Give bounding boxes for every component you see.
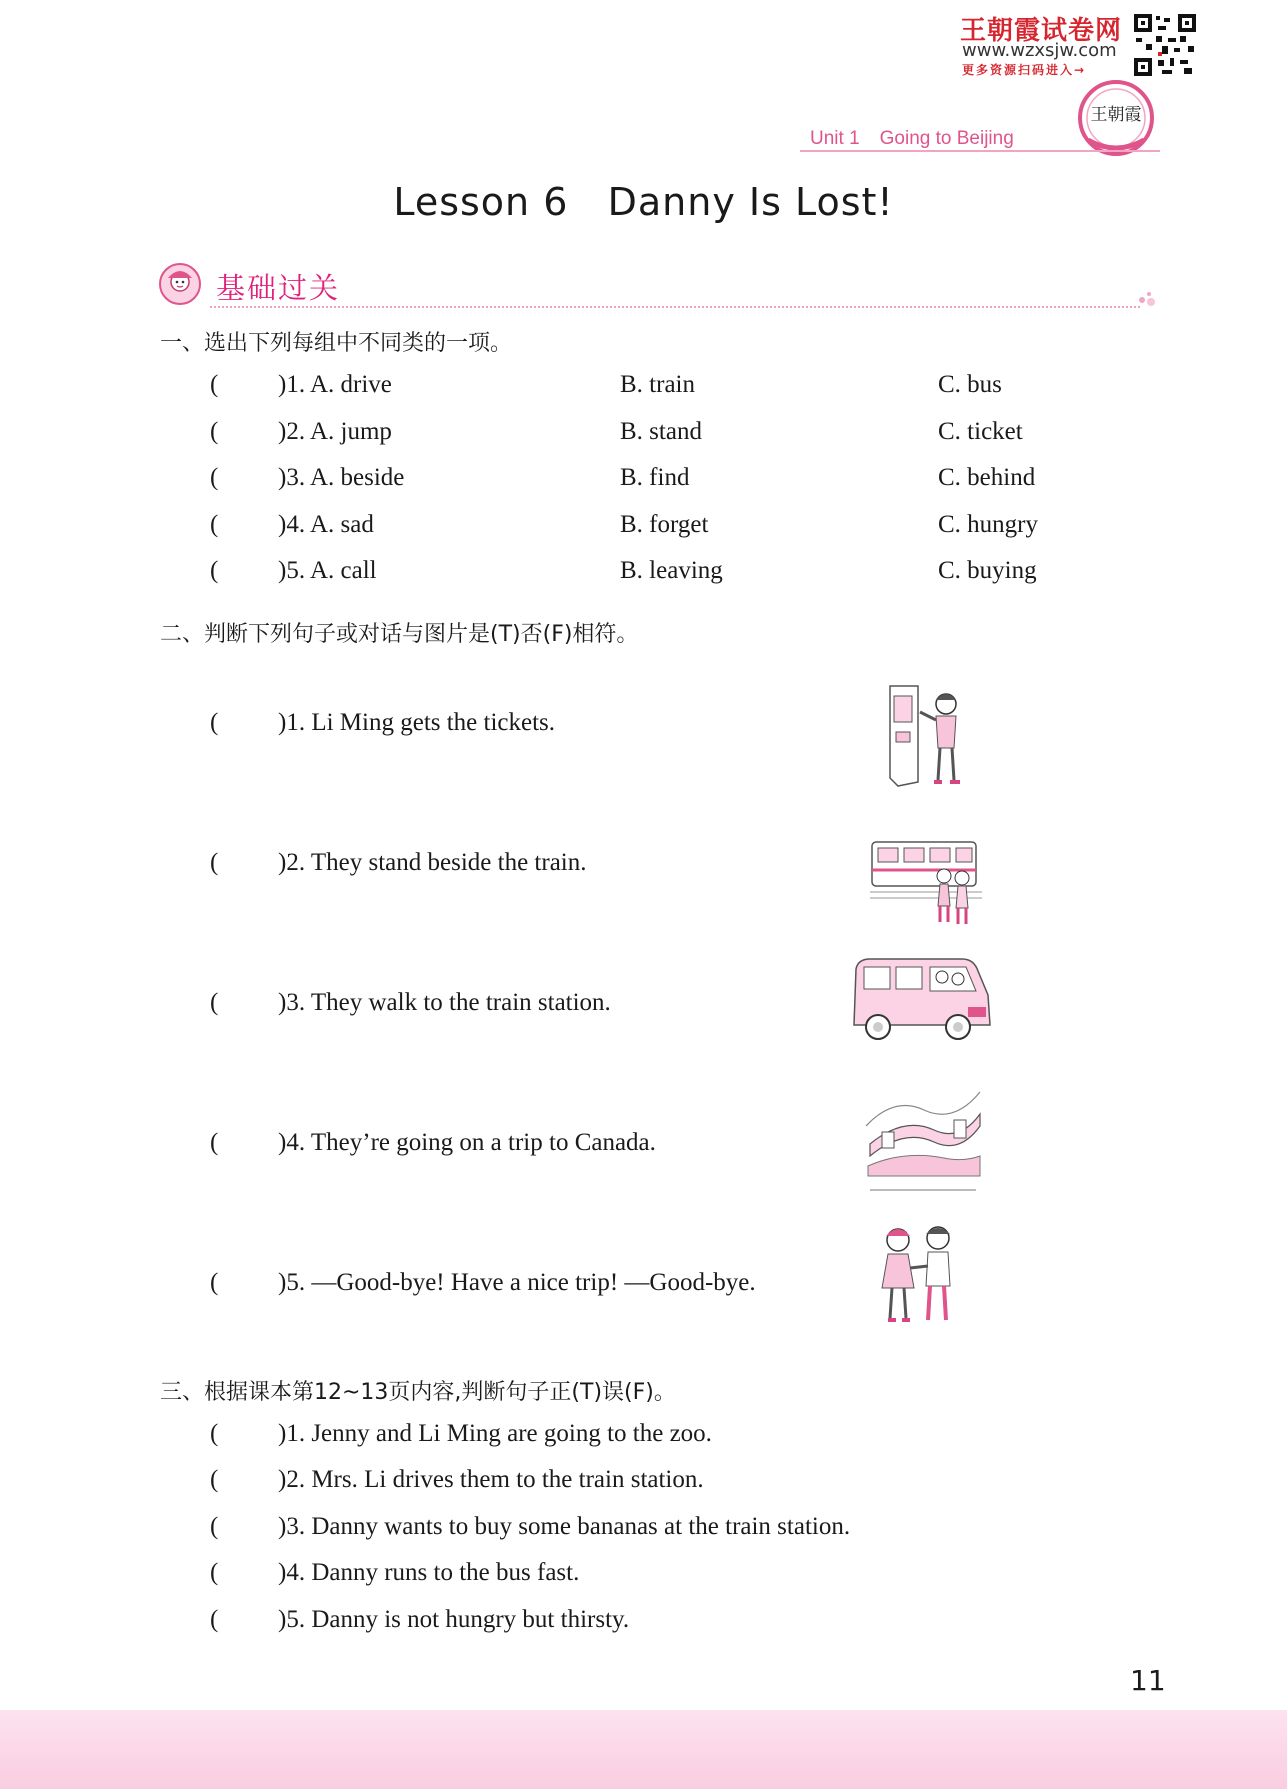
answer-blank[interactable]: ( xyxy=(210,1269,219,1296)
seal-text: 王朝霞 xyxy=(1090,105,1142,125)
statement-text: )5. —Good-bye! Have a nice trip! —Good-bye. xyxy=(278,1269,756,1296)
answer-blank[interactable]: ( xyxy=(210,1466,219,1493)
statement-text: )4. They’re going on a trip to Canada. xyxy=(278,1129,656,1156)
answer-blank[interactable]: ( xyxy=(210,1513,219,1540)
banner-divider xyxy=(210,306,1140,308)
answer-blank[interactable]: ( xyxy=(210,1129,219,1156)
answer-blank[interactable]: ( xyxy=(210,1606,219,1633)
goodbye-kids-picture xyxy=(876,1222,962,1334)
footer-band xyxy=(0,1710,1287,1789)
option-b: B. train xyxy=(620,371,695,398)
option-a: )1. A. drive xyxy=(278,371,392,398)
section3-heading: 三、根据课本第12~13页内容,判断句子正(T)误(F)。 xyxy=(160,1380,676,1405)
watermark-more: 更多资源扫码进入→ xyxy=(962,63,1087,77)
page-number: 11 xyxy=(1130,1664,1166,1697)
section1-heading: 一、选出下列每组中不同类的一项。 xyxy=(160,331,513,356)
option-a: )2. A. jump xyxy=(278,418,392,445)
statement-text: )4. Danny runs to the bus fast. xyxy=(278,1559,580,1586)
statement-text: )5. Danny is not hungry but thirsty. xyxy=(278,1606,630,1633)
option-b: B. forget xyxy=(620,511,709,538)
qr-code-icon xyxy=(1132,12,1198,78)
answer-blank[interactable]: ( xyxy=(210,849,219,876)
answer-blank[interactable]: ( xyxy=(210,989,219,1016)
answer-blank[interactable]: ( xyxy=(210,1420,219,1447)
option-b: B. leaving xyxy=(620,557,723,584)
option-c: C. ticket xyxy=(938,418,1023,445)
page-title: Lesson 6 Danny Is Lost! xyxy=(393,180,894,224)
option-a: )5. A. call xyxy=(278,557,377,584)
option-b: B. find xyxy=(620,464,690,491)
option-c: C. buying xyxy=(938,557,1037,584)
decorative-dots-icon xyxy=(1136,290,1160,310)
running-header xyxy=(810,128,1034,150)
statement-text: )2. Mrs. Li drives them to the train station. xyxy=(278,1466,704,1493)
option-a: )4. A. sad xyxy=(278,511,374,538)
option-c: C. hungry xyxy=(938,511,1038,538)
great-wall-picture xyxy=(864,1086,982,1198)
statement-text: )1. Li Ming gets the tickets. xyxy=(278,709,556,736)
answer-blank[interactable]: ( xyxy=(210,511,219,538)
watermark-title: 王朝霞试卷网 xyxy=(960,16,1123,46)
answer-blank[interactable]: ( xyxy=(210,418,219,445)
answer-blank[interactable]: ( xyxy=(210,557,219,584)
header-rule xyxy=(800,150,1160,152)
answer-blank[interactable]: ( xyxy=(210,1559,219,1586)
ticket-machine-picture xyxy=(880,682,970,792)
statement-text: )3. Danny wants to buy some bananas at the train station. xyxy=(278,1513,851,1540)
unit-topic: Going to Beijing xyxy=(879,128,1014,149)
minibus-picture xyxy=(850,955,996,1047)
train-picture xyxy=(870,836,982,926)
statement-text: )1. Jenny and Li Ming are going to the zoo. xyxy=(278,1420,712,1447)
answer-blank[interactable]: ( xyxy=(210,371,219,398)
statement-text: )2. They stand beside the train. xyxy=(278,849,587,876)
unit-label: Unit 1 xyxy=(810,128,860,149)
answer-blank[interactable]: ( xyxy=(210,464,219,491)
section2-heading: 二、判断下列句子或对话与图片是(T)否(F)相符。 xyxy=(160,622,639,647)
option-c: C. bus xyxy=(938,371,1002,398)
option-c: C. behind xyxy=(938,464,1036,491)
answer-blank[interactable]: ( xyxy=(210,709,219,736)
option-b: B. stand xyxy=(620,418,702,445)
section-banner: 基础过关 xyxy=(216,271,341,305)
option-a: )3. A. beside xyxy=(278,464,405,491)
watermark-url: www.wzxsjw.com xyxy=(962,40,1117,61)
girl-avatar-icon xyxy=(158,262,202,306)
statement-text: )3. They walk to the train station. xyxy=(278,989,611,1016)
